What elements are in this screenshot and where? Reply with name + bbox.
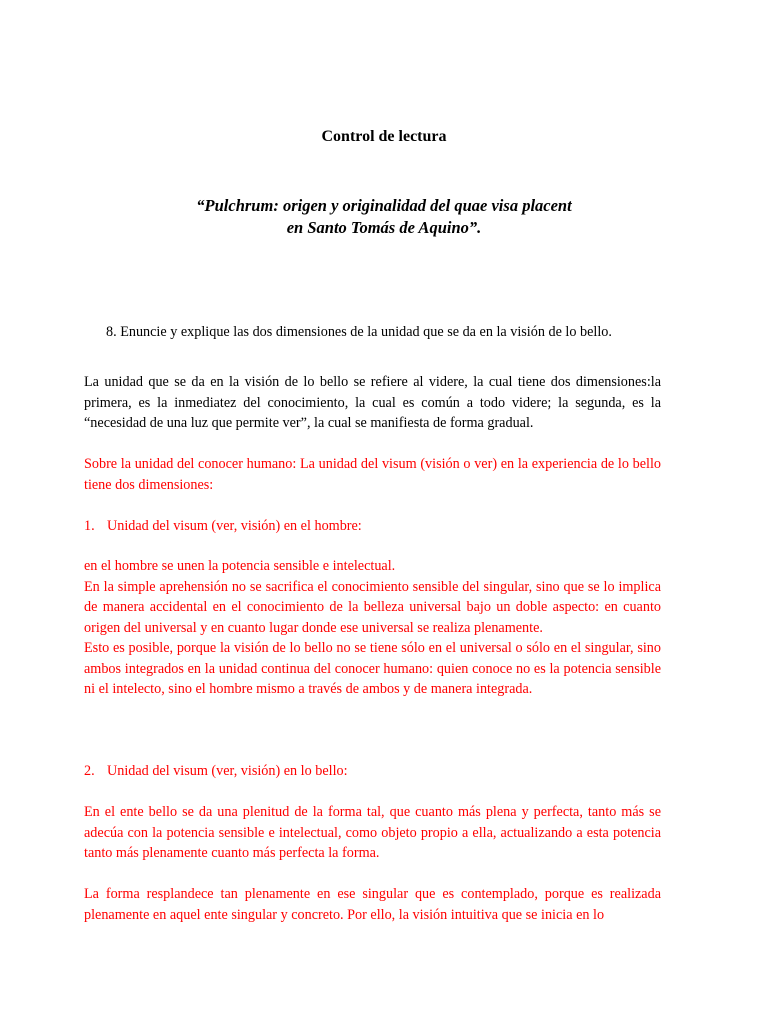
- list-item-1-label: Unidad del visum (ver, visión) en el hombre:: [107, 518, 362, 534]
- item-2-paragraph-2: La forma resplandece tan plenamente en ese singular que es contemplado, porque es realizada plenamente en aquel ente singular y concreto. Por ello, la visión intuitiva que se inicia en lo: [84, 886, 661, 923]
- subtitle-line-1: “Pulchrum: origen y originalidad del quae visa placent: [196, 196, 572, 215]
- red-intro-paragraph: Sobre la unidad del conocer humano: La unidad del visum (visión o ver) en la experiencia de lo bello tiene dos dimensiones:: [84, 456, 661, 493]
- list-item-1-number: 1.: [84, 518, 95, 534]
- item-2-paragraph-1: En el ente bello se da una plenitud de la forma tal, que cuanto más plena y perfecta, tanto más se adecúa con la potencia sensible e intelectual, como objeto propio a ella, actualizando a esta potencia tanto más plenamente cuanto más perfecta la forma.: [84, 804, 661, 861]
- list-item-1: [84, 516, 362, 536]
- document-title: Control de lectura: [321, 128, 447, 145]
- item-1-paragraphs: [84, 556, 661, 700]
- item-1-paragraph-1: en el hombre se unen la potencia sensible e intelectual.: [84, 558, 396, 574]
- subtitle-line-2: en Santo Tomás de Aquino”.: [286, 218, 482, 237]
- list-item-2: [84, 761, 348, 781]
- item-1-paragraph-2: En la simple aprehensión no se sacrifica el conocimiento sensible del singular, sino que se lo implica de manera accidental en el conocimiento de la belleza universal bajo un doble aspecto: en cuanto origen del universal y en cuanto lugar donde ese universal se realiza plenamente.: [84, 578, 661, 636]
- document-subtitle: [0, 195, 768, 239]
- item-1-paragraph-3: Esto es posible, porque la visión de lo bello no se tiene sólo en el universal o sólo en el singular, sino ambos integrados en la unidad continua del conocer humano: quien conoce no es la potencia sensible ni el intelecto, sino el hombre mismo a través de ambos y de manera integrada.: [84, 640, 661, 697]
- answer-paragraph: La unidad que se da en la visión de lo bello se refiere al videre, la cual tiene dos dimensiones:la primera, es la inmediatez del conocimiento, la cual es común a todo videre; la segunda, es la “necesidad de una luz que permite ver”, la cual se manifiesta de forma gradual.: [84, 374, 661, 431]
- list-item-2-number: 2.: [84, 763, 95, 779]
- question-text: 8. Enuncie y explique las dos dimensiones de la unidad que se da en la visión de lo bello.: [106, 324, 612, 340]
- list-item-2-label: Unidad del visum (ver, visión) en lo bello:: [107, 763, 348, 779]
